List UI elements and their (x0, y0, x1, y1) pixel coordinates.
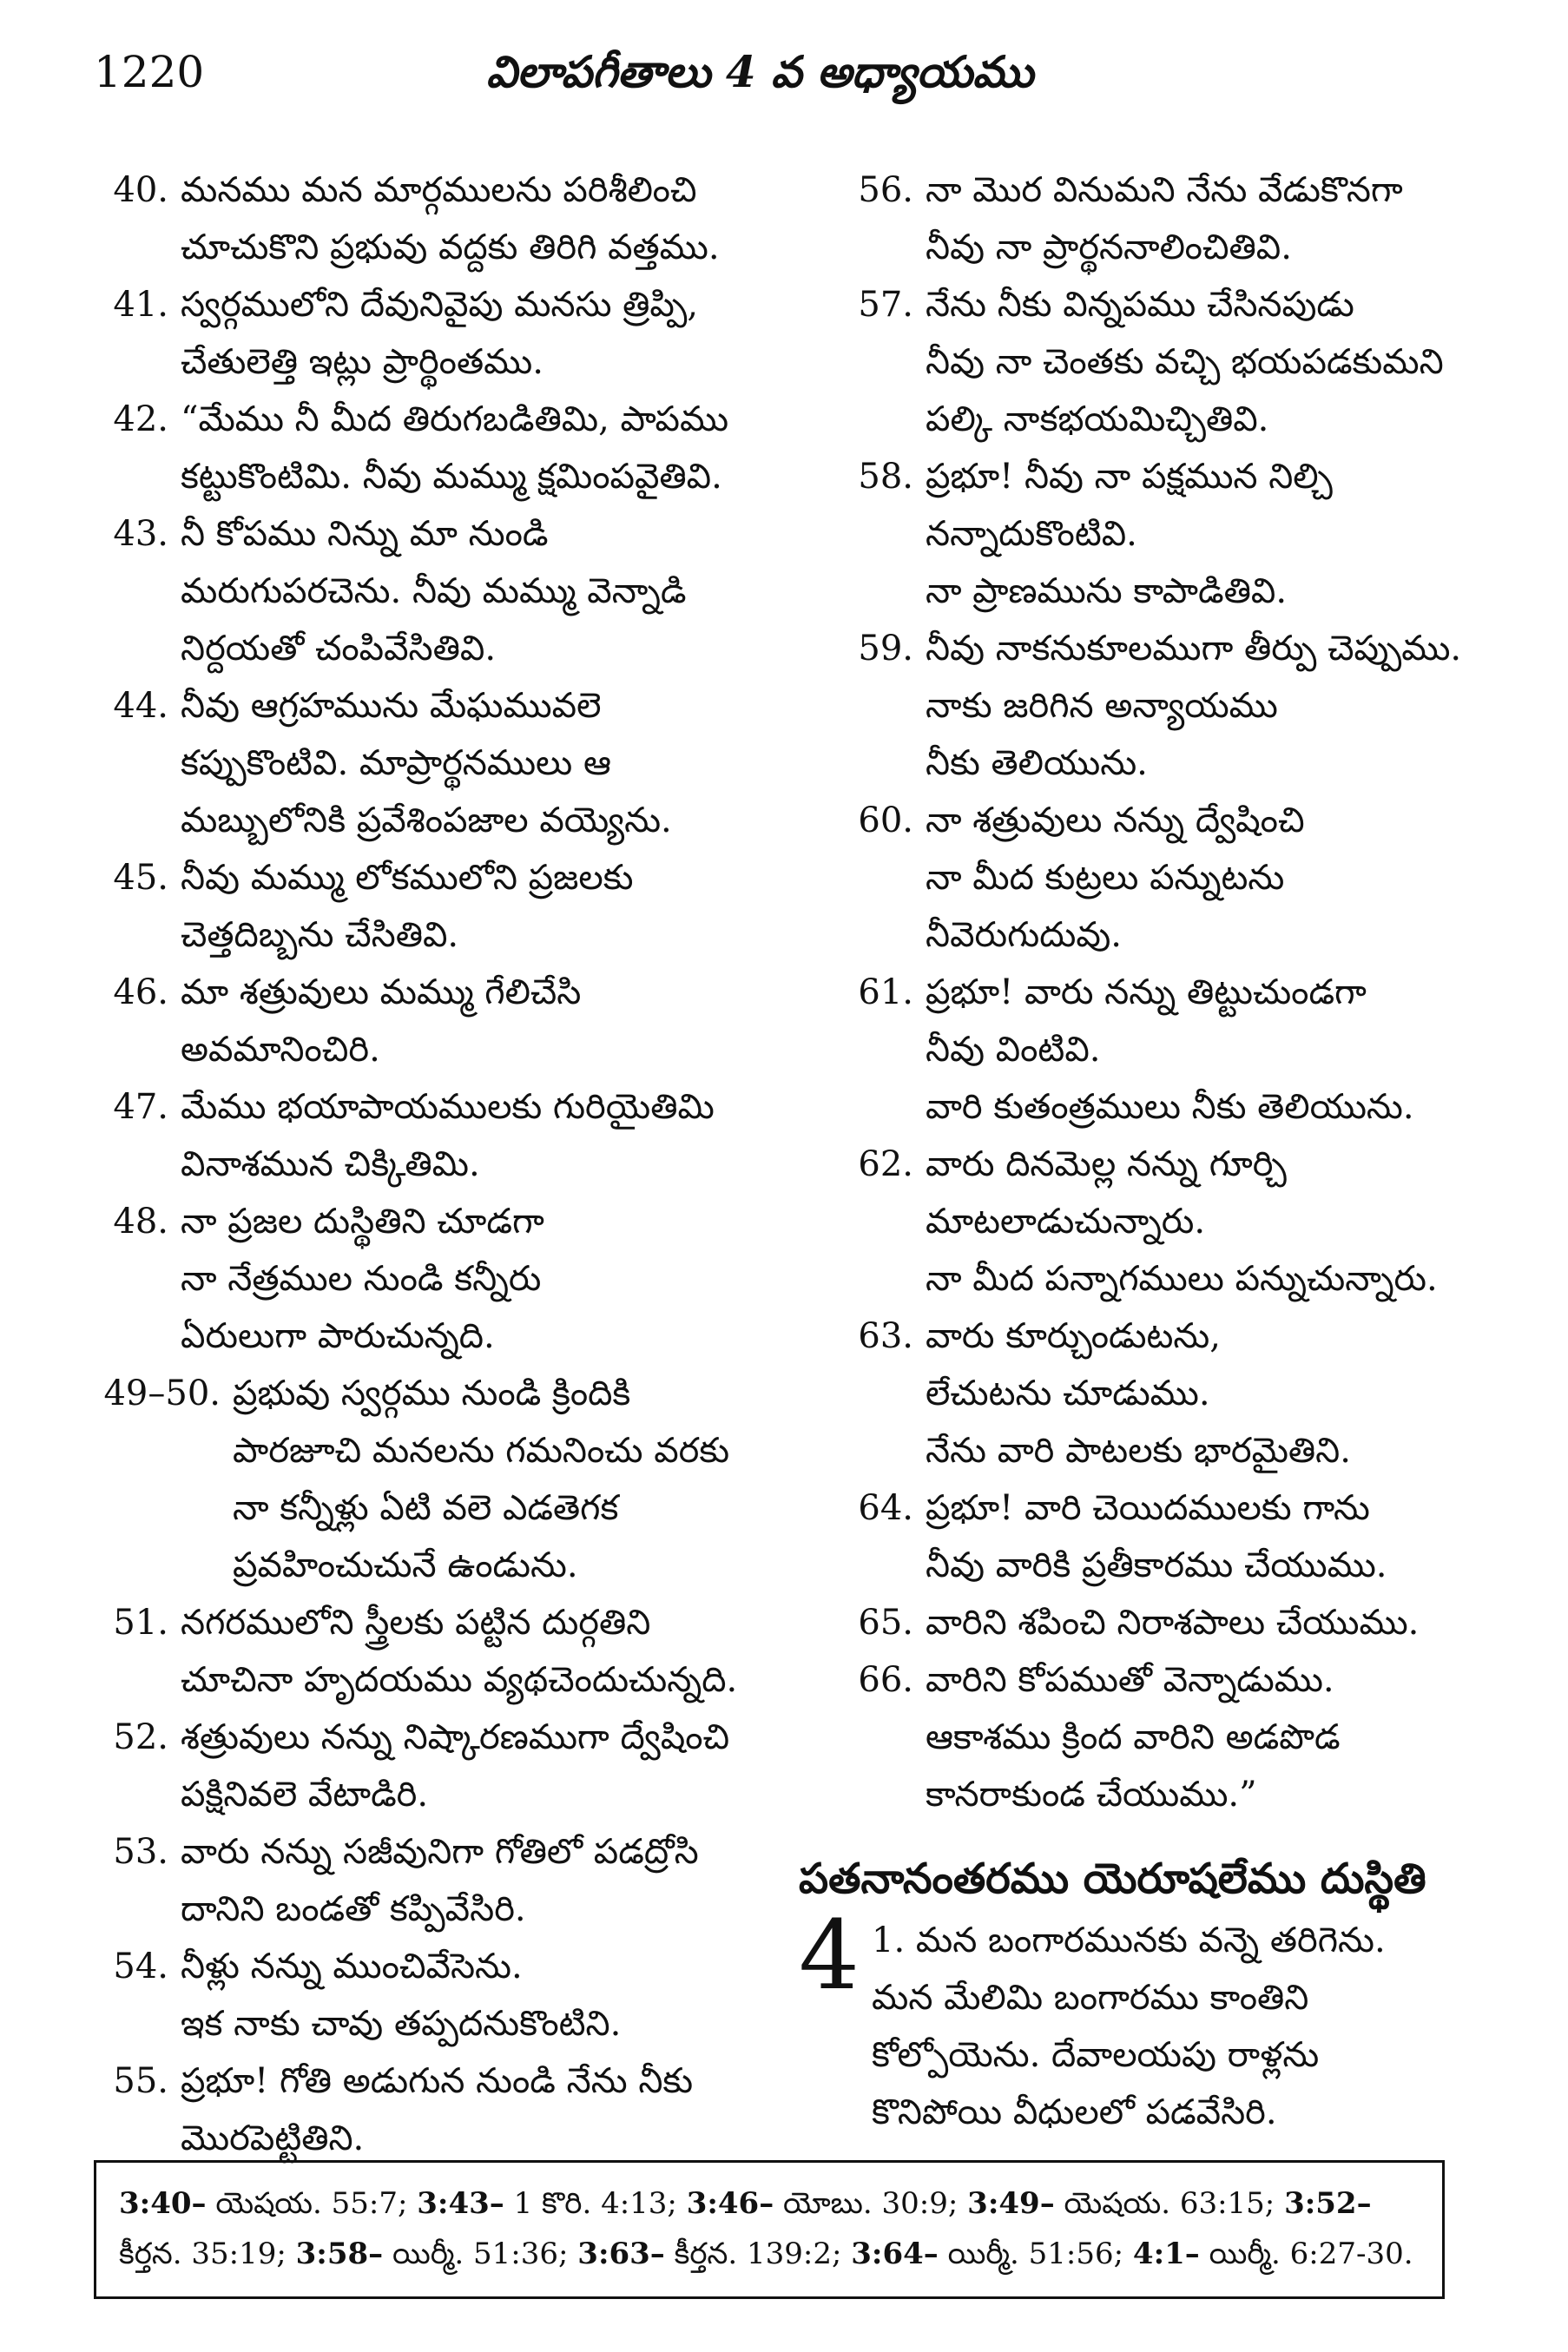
reference-label: 3:58– (295, 2237, 384, 2271)
verse-line: పల్కి నాకభయమిచ్చితివి. (926, 399, 1269, 439)
reference-text: కీర్తన. 35:19; (119, 2237, 296, 2271)
right-verse-list (799, 161, 1528, 1823)
reference-text: యెషయ. 55:7; (206, 2186, 418, 2221)
chapter-line: 1. మన బంగారమునకు వన్నె తరిగెను. (872, 1920, 1386, 1960)
verse (54, 276, 783, 391)
reference-label: 3:43– (417, 2186, 504, 2221)
verse (799, 1136, 1528, 1308)
verse-number: 52. (113, 1717, 168, 1757)
verse-text (926, 620, 1528, 792)
verse-text (926, 1651, 1528, 1823)
verse-line: “మేము నీ మీద తిరుగబడితిమి, పాపము (181, 399, 729, 439)
verse (54, 849, 783, 964)
chapter-number: 4 (799, 1900, 860, 2011)
verse-number: 55. (113, 2061, 168, 2101)
reference-label: 3:46– (686, 2186, 774, 2221)
verse-line: నగరములోని స్త్రీలకు పట్టిన దుర్గతిని (181, 1603, 651, 1643)
verse (54, 1823, 783, 1938)
verse-line: పారజూచి మనలను గమనించు వరకు (233, 1431, 730, 1471)
verse-number: 42. (113, 399, 168, 439)
verse-line: నీవు వింటివి. (926, 1030, 1101, 1070)
verse-line: నీవెరుగుదువు. (926, 915, 1122, 955)
verse-text (926, 964, 1528, 1136)
reference-label: 4:1– (1132, 2237, 1200, 2271)
verse-line: మరుగుపరచెను. నీవు మమ్ము వెన్నాడి (181, 571, 687, 611)
verse-line: నీకు తెలియును. (926, 743, 1148, 783)
verse-number: 53. (113, 1832, 168, 1872)
verse-line: ప్రభూ! వారి చెయిదములకు గాను (926, 1488, 1370, 1528)
verse-line: కానరాకుండ చేయుము.” (926, 1775, 1257, 1815)
reference-text: 1 కొరి. 4:13; (504, 2186, 687, 2221)
verse-line: అవమానించిరి. (181, 1030, 380, 1070)
chapter-line: కొనిపోయి వీధులలో పడవేసిరి. (872, 2092, 1277, 2132)
verse-text (181, 849, 783, 964)
verse-line: మేము భయాపాయములకు గురియైతిమి (181, 1087, 715, 1127)
verse-text (181, 391, 783, 505)
verse (54, 161, 783, 276)
left-column (54, 161, 783, 2167)
verse-number: 60. (858, 800, 913, 840)
page-number: 1220 (94, 47, 205, 97)
reference-text: యిర్మీ. 51:56; (938, 2237, 1133, 2271)
verse-text (181, 964, 783, 1078)
verse-number: 59. (858, 629, 913, 669)
verse-number: 44. (113, 686, 168, 726)
right-column (799, 161, 1528, 2141)
verse-number: 47. (113, 1087, 168, 1127)
verse-text (926, 276, 1528, 448)
verse-line: స్వర్గములోని దేవునివైపు మనసు త్రిప్పి, (181, 285, 699, 325)
verse-line: మనము మన మార్గములను పరిశీలించి (181, 170, 697, 210)
verse-text (181, 1594, 783, 1709)
verse (799, 1651, 1528, 1823)
verse-number: 65. (858, 1603, 913, 1643)
verse (54, 677, 783, 849)
verse-line: వారు నన్ను సజీవునిగా గోతిలో పడద్రోసి (181, 1832, 699, 1872)
reference-text: యిర్మీ. 6:27-30. (1199, 2237, 1413, 2271)
verse-text (926, 448, 1528, 620)
verse-line: ప్రభూ! నీవు నా పక్షమున నిల్చి (926, 457, 1333, 497)
verse-number: 46. (113, 972, 168, 1012)
verse (54, 1078, 783, 1193)
verse-number: 48. (113, 1202, 168, 1242)
verse-line: మొరపెట్టితిని. (181, 2118, 365, 2158)
verse-text (926, 1594, 1528, 1651)
verse-line: నీవు వారికి ప్రతీకారము చేయుము. (926, 1545, 1387, 1585)
verse-line: దానిని బండతో కప్పివేసిరి. (181, 1889, 526, 1929)
verse-number: 40. (113, 170, 168, 210)
verse-line: నా శత్రువులు నన్ను ద్వేషించి (926, 800, 1305, 840)
verse-line: వారు దినమెల్ల నన్ను గూర్చి (926, 1144, 1287, 1184)
reference-text: యెషయ. 63:15; (1054, 2186, 1285, 2221)
verse-number: 57. (858, 285, 913, 325)
verse-text (181, 1709, 783, 1823)
running-title: విలాపగీతాలు 4 వ అధ్యాయము (486, 46, 1034, 97)
verse-line: ప్రవహించుచునే ఉండును. (233, 1545, 578, 1585)
verse (799, 1479, 1528, 1594)
verse-line: నీళ్లు నన్ను ముంచివేసెను. (181, 1947, 523, 1986)
verse-number: 61. (858, 972, 913, 1012)
verse-text (181, 1078, 783, 1193)
verse (799, 161, 1528, 276)
verse-number: 63. (858, 1316, 913, 1356)
reference-label: 3:49– (967, 2186, 1055, 2221)
reference-label: 3:63– (577, 2237, 665, 2271)
verse-line: నీవు నా చెంతకు వచ్చి భయపడకుమని (926, 342, 1444, 382)
verse-line: వారి కుతంత్రములు నీకు తెలియును. (926, 1087, 1414, 1127)
verse (54, 1193, 783, 1365)
verse (54, 964, 783, 1078)
verse-line: మబ్బులోనికి ప్రవేశింపజాల వయ్యెను. (181, 800, 672, 840)
verse-line: శత్రువులు నన్ను నిష్కారణముగా ద్వేషించి (181, 1717, 730, 1757)
verse-text (181, 276, 783, 391)
verse-text (926, 1479, 1528, 1594)
verse-line: నాకు జరిగిన అన్యాయము (926, 686, 1278, 726)
verse-line: నిర్దయతో చంపివేసితివి. (181, 629, 497, 669)
verse-text (181, 2052, 783, 2167)
verse-line: పక్షినివలె వేటాడిరి. (181, 1775, 429, 1815)
verse-line: నీవు నాకనుకూలముగా తీర్పు చెప్పుము. (926, 629, 1462, 669)
verse-text (926, 1308, 1528, 1479)
verse-line: ప్రభువు స్వర్గము నుండి క్రిందికి (233, 1374, 631, 1413)
verse-number: 45. (113, 858, 168, 898)
verse-line: లేచుటను చూడుము. (926, 1374, 1210, 1413)
verse-line: ప్రభూ! వారు నన్ను తిట్టుచుండగా (926, 972, 1367, 1012)
reference-label: 3:52– (1284, 2186, 1372, 2221)
verse-line: వారిని శపించి నిరాశపాలు చేయుము. (926, 1603, 1420, 1643)
verse-line: నీవు మమ్ము లోకములోని ప్రజలకు (181, 858, 634, 898)
verse (799, 1308, 1528, 1479)
verse (54, 1365, 783, 1594)
verse-line: నన్నాదుకొంటివి. (926, 514, 1137, 554)
verse-number: 66. (858, 1660, 913, 1700)
verse-line: చూచుకొని ప్రభువు వద్దకు తిరిగి వత్తము. (181, 227, 720, 267)
section-heading: పతనానంతరము యెరూషలేము దుస్థితి (799, 1855, 1426, 1903)
verse (799, 792, 1528, 964)
verse-text (181, 161, 783, 276)
verse (799, 448, 1528, 620)
verse-text (181, 677, 783, 849)
verse-line: నా కన్నీళ్లు ఏటి వలె ఎడతెగక (233, 1488, 619, 1528)
verse-number: 64. (858, 1488, 913, 1528)
verse-line: కట్టుకొంటిమి. నీవు మమ్ము క్షమింపవైతివి. (181, 457, 722, 497)
verse-number: 58. (858, 457, 913, 497)
verse-line: వారిని కోపముతో వెన్నాడుము. (926, 1660, 1334, 1700)
verse-text (926, 792, 1528, 964)
verse-line: ఆకాశము క్రింద వారిని అడపొడ (926, 1717, 1341, 1757)
verse-text (926, 1136, 1528, 1308)
verse-text (181, 1938, 783, 2052)
verse-line: వారు కూర్చుండుటను, (926, 1316, 1221, 1356)
verse-line: నేను నీకు విన్నపము చేసినపుడు (926, 285, 1354, 325)
verse-number: 41. (113, 285, 168, 325)
references-line-1 (119, 2178, 1420, 2229)
chapter-line: కోల్పోయెను. దేవాలయపు రాళ్లను (872, 2035, 1320, 2075)
verse-line: నా మీద పన్నాగములు పన్నుచున్నారు. (926, 1259, 1438, 1299)
reference-label: 3:40– (119, 2186, 207, 2221)
reference-label: 3:64– (851, 2237, 939, 2271)
verse (799, 964, 1528, 1136)
verse-text (181, 505, 783, 677)
verse-number: 49–50. (103, 1374, 221, 1413)
verse-line: ఏరులుగా పారుచున్నది. (181, 1316, 495, 1356)
verse-text (926, 161, 1528, 276)
reference-text: యోబు. 30:9; (774, 2186, 968, 2221)
verse-line: వినాశమున చిక్కితిమి. (181, 1144, 480, 1184)
verse (54, 1594, 783, 1709)
verse-line: నా ప్రజల దుస్థితిని చూడగా (181, 1202, 544, 1242)
verse-number: 54. (113, 1947, 168, 1986)
verse-number: 62. (858, 1144, 913, 1184)
verse (54, 1938, 783, 2052)
verse (799, 1594, 1528, 1651)
chapter-start (799, 1900, 1528, 2141)
cross-references-box (94, 2160, 1445, 2299)
verse-text (181, 1193, 783, 1365)
verse-line: నీ కోపము నిన్ను మా నుండి (181, 514, 549, 554)
verse-line: నీవు ఆగ్రహమును మేఘమువలె (181, 686, 602, 726)
verse (54, 2052, 783, 2167)
verse-line: నా మొర వినుమని నేను వేడుకొనగా (926, 170, 1403, 210)
verse-text (233, 1365, 783, 1594)
chapter-line: మన మేలిమి బంగారము కాంతిని (872, 1978, 1309, 2018)
verse-line: మాటలాడుచున్నారు. (926, 1202, 1206, 1242)
chapter-lines (872, 1912, 1528, 2141)
verse (54, 505, 783, 677)
verse (54, 391, 783, 505)
verse-line: చెత్తదిబ్బను చేసితివి. (181, 915, 459, 955)
verse-line: నా నేత్రముల నుండి కన్నీరు (181, 1259, 542, 1299)
verse-line: నా ప్రాణమును కాపాడితివి. (926, 571, 1288, 611)
reference-text: కీర్తన. 139:2; (664, 2237, 852, 2271)
verse-line: నీవు నా ప్రార్థననాలించితివి. (926, 227, 1292, 267)
verse (799, 620, 1528, 792)
verse-number: 51. (113, 1603, 168, 1643)
verse-line: మా శత్రువులు మమ్ము గేలిచేసి (181, 972, 582, 1012)
verse-text (181, 1823, 783, 1938)
references-line-2 (119, 2229, 1420, 2279)
verse (799, 276, 1528, 448)
verse-line: ఇక నాకు చావు తప్పదనుకొంటిని. (181, 2004, 622, 2044)
reference-text: యిర్మీ. 51:36; (383, 2237, 578, 2271)
verse-number: 43. (113, 514, 168, 554)
verse-line: కప్పుకొంటివి. మాప్రార్థనములు ఆ (181, 743, 611, 783)
verse-line: నా మీద కుట్రలు పన్నుటను (926, 858, 1285, 898)
verse-line: నేను వారి పాటలకు భారమైతిని. (926, 1431, 1351, 1471)
verse-line: ప్రభూ! గోతి అడుగున నుండి నేను నీకు (181, 2061, 694, 2101)
verse-line: చూచినా హృదయము వ్యథచెందుచున్నది. (181, 1660, 738, 1700)
verse-line: చేతులెత్తి ఇట్లు ప్రార్థింతము. (181, 342, 544, 382)
verse-number: 56. (858, 170, 913, 210)
verse (54, 1709, 783, 1823)
